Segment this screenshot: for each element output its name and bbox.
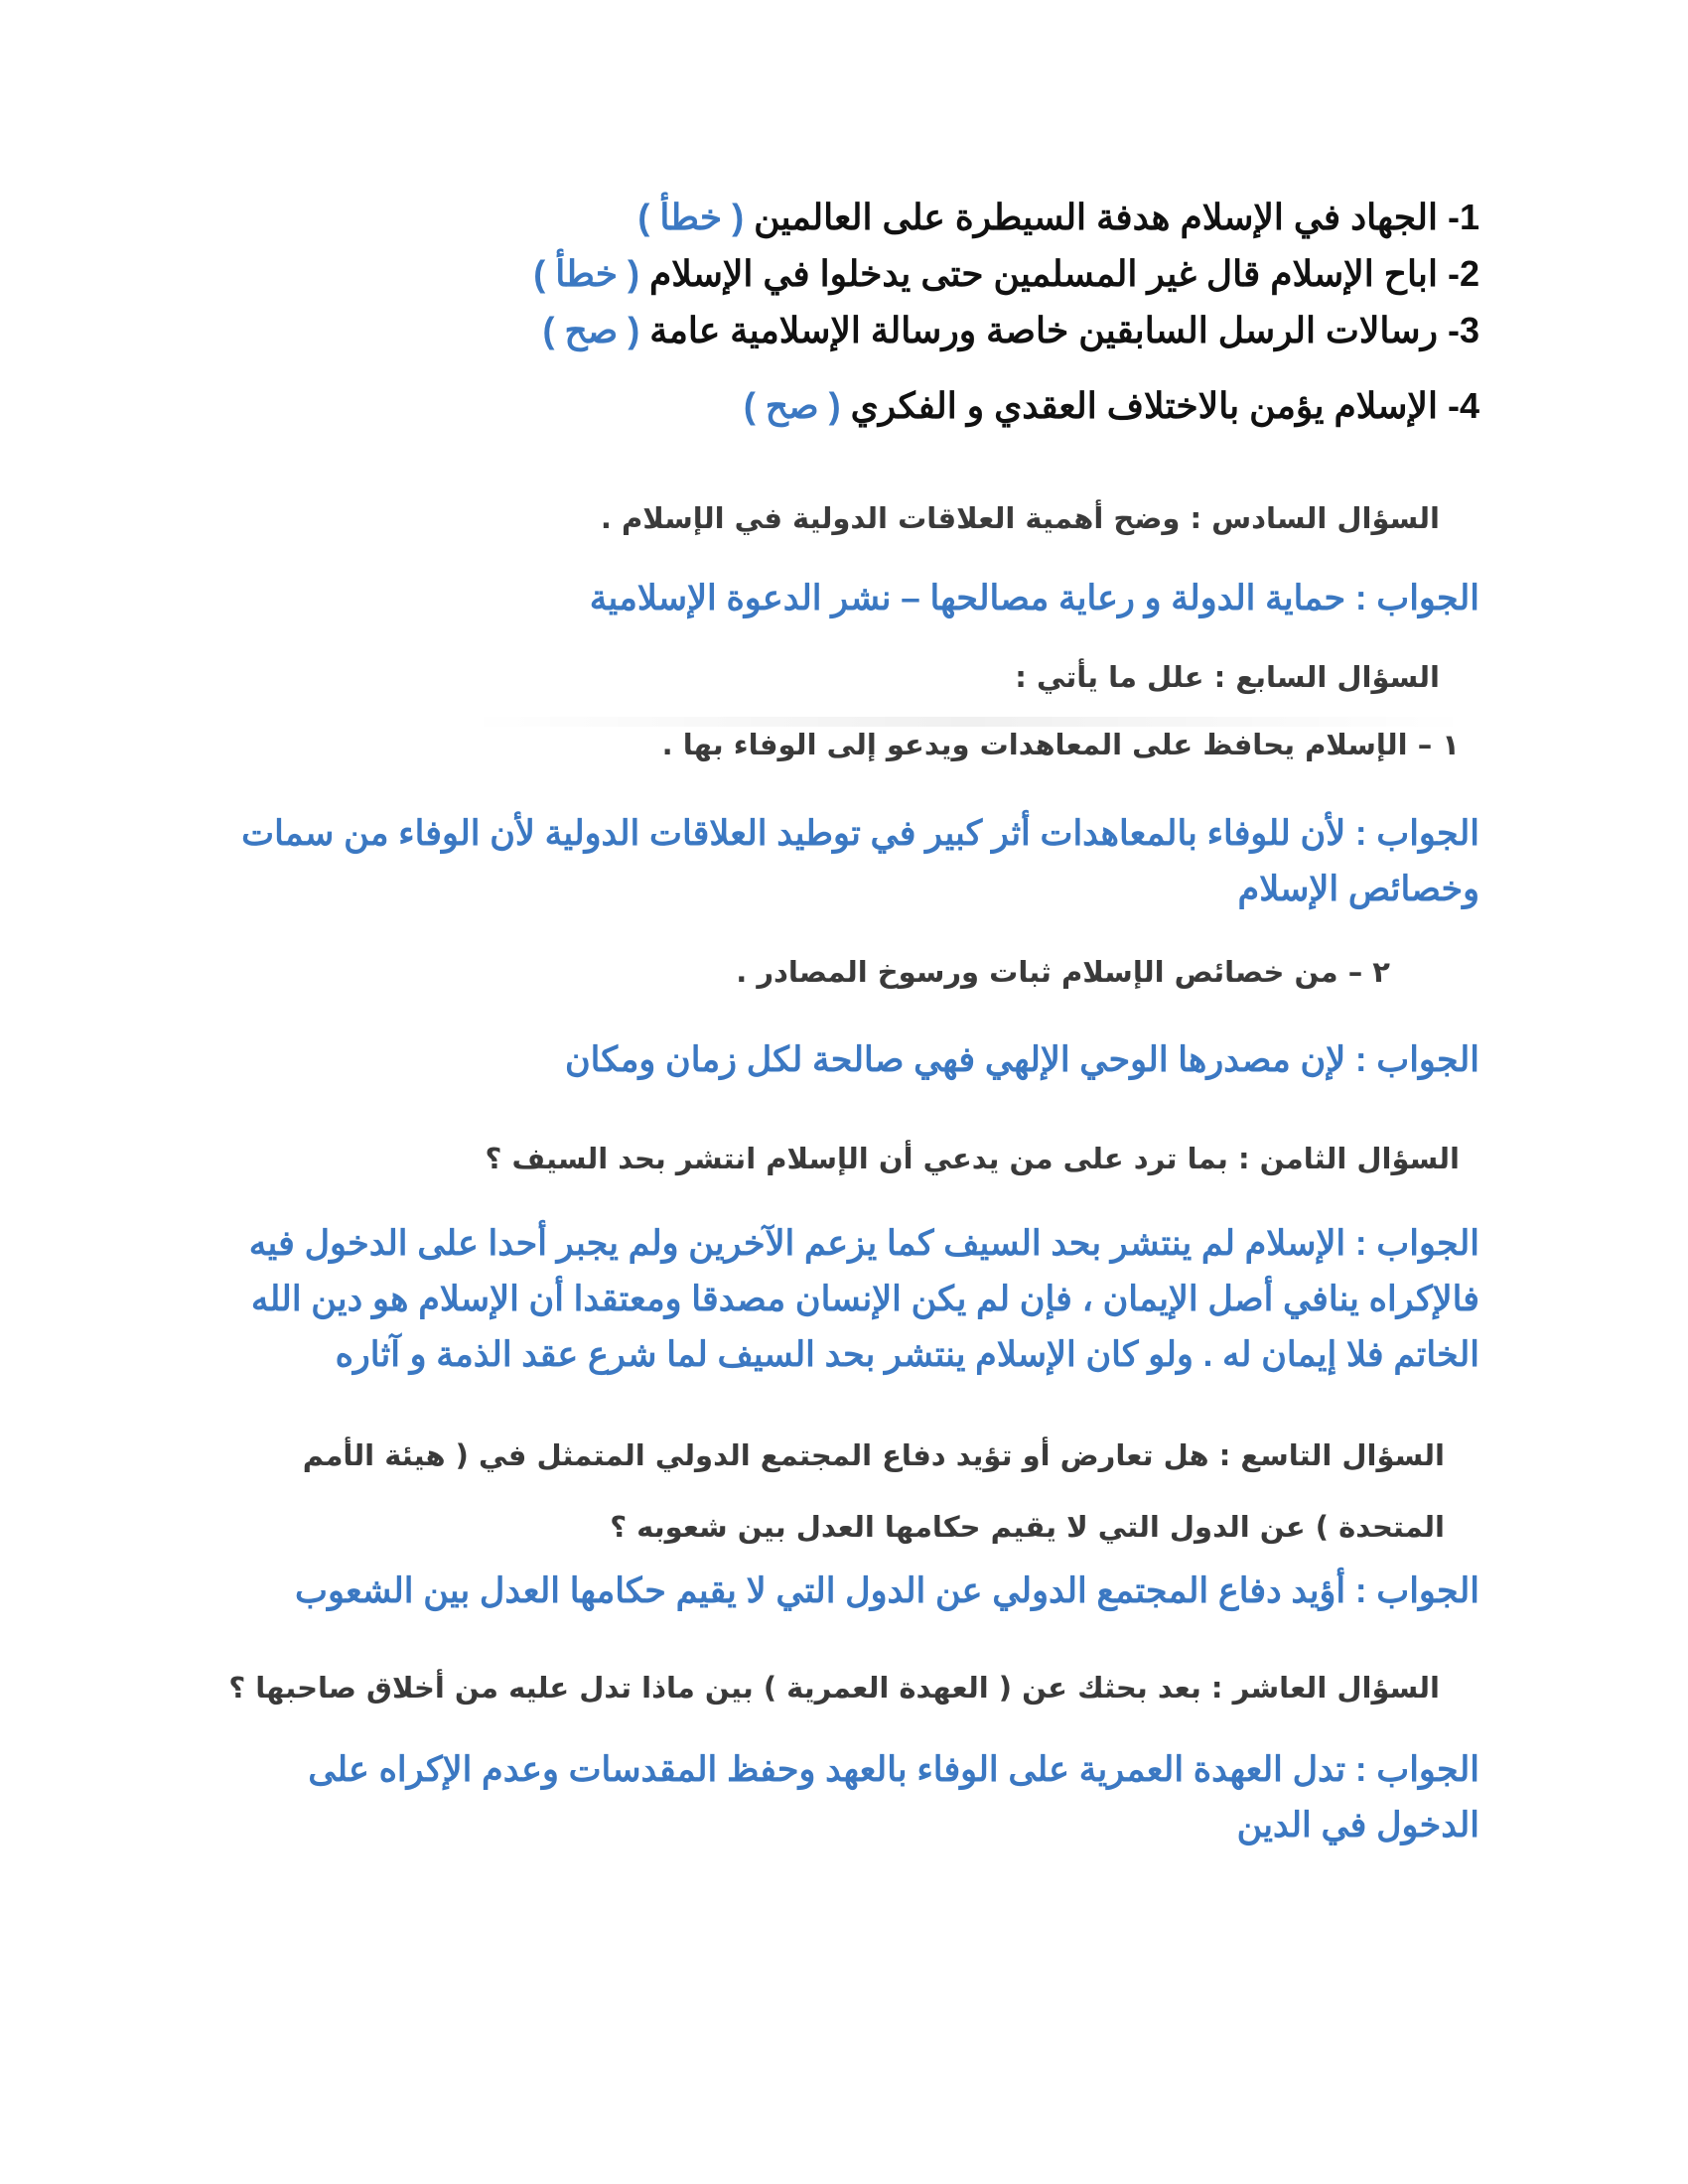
tf-statement: اباح الإسلام قال غير المسلمين حتى يدخلوا في الإسلام	[648, 253, 1438, 294]
tf-answer: ( خطأ )	[637, 197, 745, 237]
q7-item-1: ١ – الإسلام يحافظ على المعاهدات ويدعو إلى الوفاء بها .	[661, 728, 1460, 761]
tf-answer: ( صح )	[542, 310, 640, 350]
q10-answer: الجواب : تدل العهدة العمرية على الوفاء بالعهد وحفظ المقدسات وعدم الإكراه على الدخول في الدين	[308, 1750, 1479, 1844]
q7-answer-1: الجواب : لأن للوفاء بالمعاهدات أثر كبير في توطيد العلاقات الدولية لأن الوفاء من سمات وخصائص الإسلام	[241, 814, 1479, 908]
scan-shadow	[467, 717, 1470, 727]
tf-answer: ( صح )	[743, 385, 841, 426]
q9-question: السؤال التاسع : هل تعارض أو تؤيد دفاع المجتمع الدولي المتمثل في ( هيئة الأمم المتحدة ) عن الدول التي لا يقيم حكامها العدل بين شعوبه ؟	[302, 1438, 1445, 1544]
q8-answer: الجواب : الإسلام لم ينتشر بحد السيف كما يزعم الآخرين ولم يجبر أحدا على الدخول فيه فالإكراه ينافي أصل الإيمان ، فإن لم يكن الإنسان مصدقا ومعتقدا أن الإسلام هو دين الله الخاتم فلا إيمان له . ولو كان الإسلام ينتشر بحد السيف لما شرع عقد الذمة و آثاره	[248, 1224, 1479, 1374]
tf-number: 4-	[1447, 385, 1479, 426]
tf-statement: الإسلام يؤمن بالاختلاف العقدي و الفكري	[850, 385, 1438, 426]
tf-number: 2-	[1447, 253, 1479, 294]
tf-item-2	[533, 253, 1479, 295]
q6-question: السؤال السادس : وضح أهمية العلاقات الدولية في الإسلام .	[600, 501, 1440, 535]
q7-answer-2: الجواب : لإن مصدرها الوحي الإلهي فهي صالحة لكل زمان ومكان	[564, 1040, 1479, 1079]
q7-item-2: ٢ – من خصائص الإسلام ثبات ورسوخ المصادر .	[736, 955, 1390, 989]
tf-item-1	[637, 197, 1479, 238]
tf-item-4	[744, 385, 1479, 427]
q9-answer: الجواب : أؤيد دفاع المجتمع الدولي عن الدول التي لا يقيم حكامها العدل بين الشعوب	[295, 1571, 1479, 1610]
tf-number: 1-	[1447, 197, 1479, 237]
q8-question: السؤال الثامن : بما ترد على من يدعي أن الإسلام انتشر بحد السيف ؟	[485, 1142, 1460, 1175]
q10-question: السؤال العاشر : بعد بحثك عن ( العهدة العمرية ) بين ماذا تدل عليه من أخلاق صاحبها ؟	[228, 1671, 1440, 1705]
tf-statement: الجهاد في الإسلام هدفة السيطرة على العالمين	[754, 197, 1438, 237]
q6-answer: الجواب : حماية الدولة و رعاية مصالحها – نشر الدعوة الإسلامية	[589, 579, 1479, 617]
tf-statement: رسالات الرسل السابقين خاصة ورسالة الإسلامية عامة	[649, 310, 1438, 350]
q7-question: السؤال السابع : علل ما يأتي :	[1015, 660, 1440, 694]
tf-item-3	[542, 310, 1479, 351]
tf-number: 3-	[1447, 310, 1479, 350]
tf-answer: ( خطأ )	[533, 253, 639, 294]
